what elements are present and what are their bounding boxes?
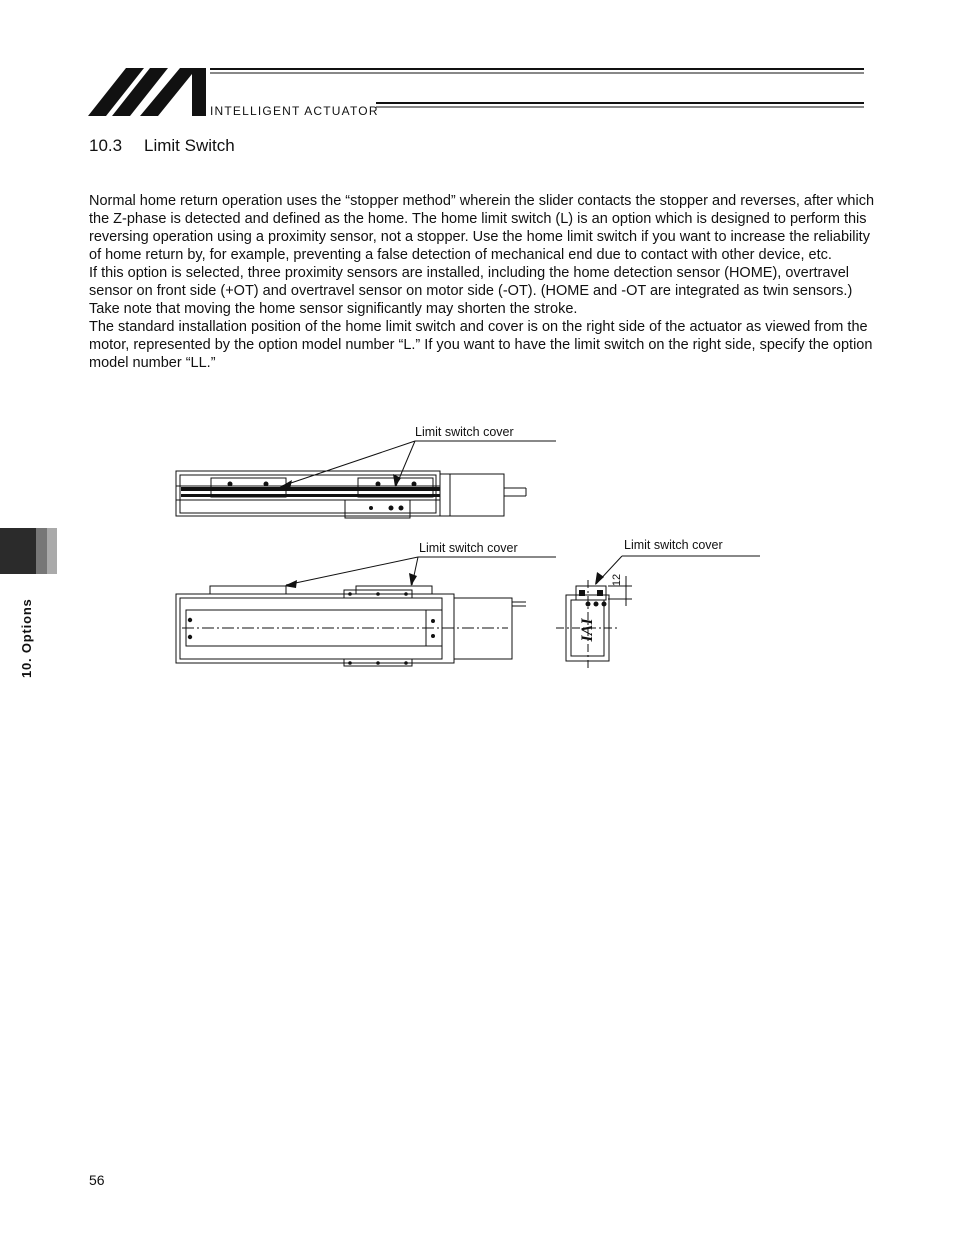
callout-end-view: Limit switch cover — [624, 538, 723, 552]
dimension-label: 12 — [611, 573, 623, 587]
chapter-label: 10. Options — [19, 598, 34, 678]
end-view-logo: IAI — [579, 618, 596, 642]
section-title: Limit Switch — [144, 136, 235, 155]
brand-name: INTELLIGENT ACTUATOR — [210, 104, 379, 118]
paragraph: Normal home return operation uses the “stopper method” wherein the slider contacts the stopper and reverses, after which the Z-phase is detected and defined as the home. The home limit switch (L) is an option which is designed to perform this reversing operation using a proximity sensor, not a stopper. Use the home limit switch if you want to increase the reliability of home return by, for example, preventing a false detection of mechanical end due to contact with other device, etc. — [89, 193, 875, 263]
section-number: 10.3 — [89, 136, 123, 155]
paragraph: If this option is selected, three proximity sensors are installed, including the home detection sensor (HOME), overtravel sensor on front side (+OT) and overtravel sensor on motor side (-OT). (HOME and -OT are integrated as twin sensors.) Take note that moving the home sensor significantly may shorten the stroke. — [89, 265, 853, 317]
callout-front-view: Limit switch cover — [419, 541, 518, 555]
front-view-drawing — [176, 586, 526, 666]
page-number: 56 — [89, 1172, 105, 1188]
paragraph: The standard installation position of the home limit switch and cover is on the right side of the actuator as viewed from the motor, represented by the option model number “L.” If you want to have the limit switch on the right side, specify the option model number “LL.” — [89, 319, 873, 371]
drawing-details — [181, 474, 607, 665]
callout-top-view: Limit switch cover — [415, 425, 514, 439]
